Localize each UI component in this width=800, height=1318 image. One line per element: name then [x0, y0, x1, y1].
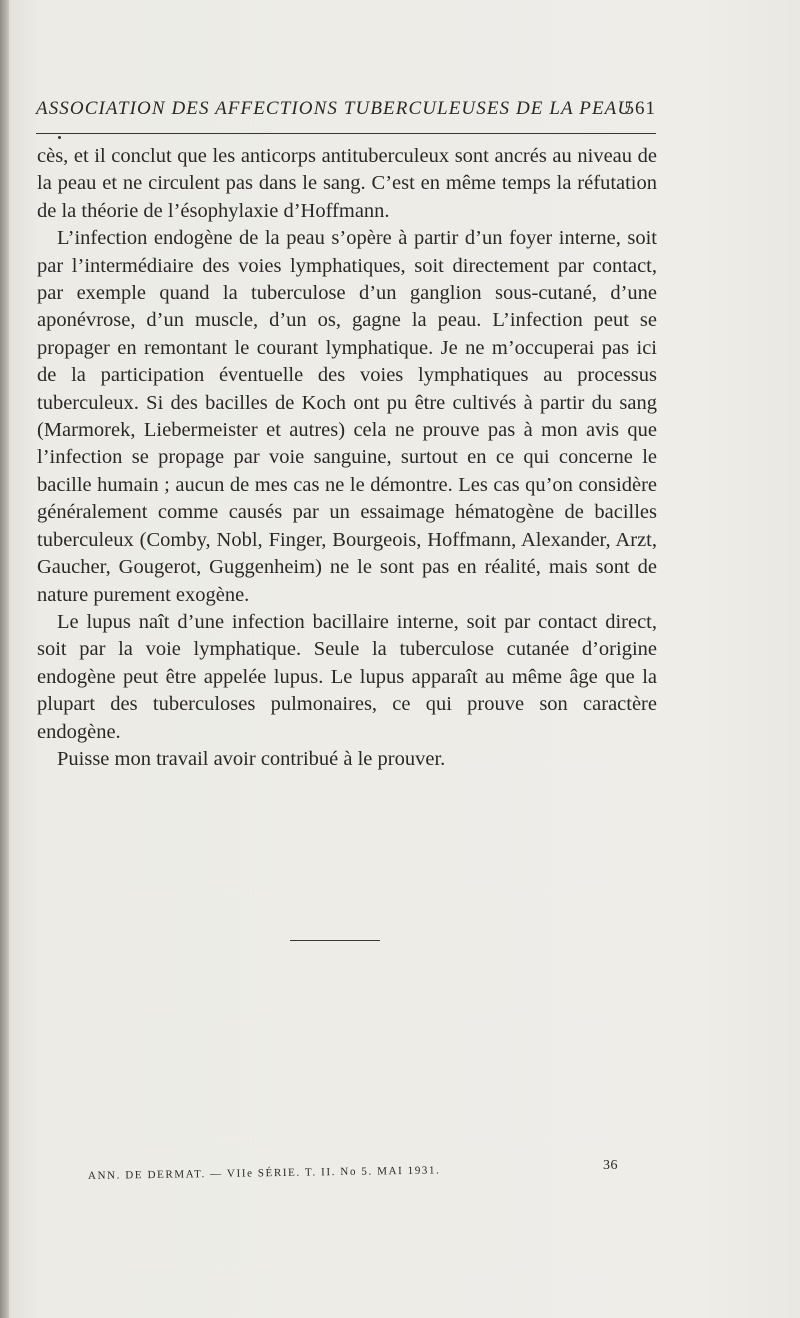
- binding-shadow: [0, 0, 9, 1318]
- paragraph-conclusion: Puisse mon travail avoir contribué à le prouver.: [57, 747, 446, 770]
- page-number: 561: [624, 98, 656, 119]
- header-rule: [36, 133, 656, 134]
- paragraph-lupus: Le lupus naît d’une infection bacillaire interne, soit par contact direct, soit par la voie lymphatique. Seule la tuberculose cutanée d’origine endogène peut être appelée lupus. Le lupus apparaît au même âge que la plupart des tuberculoses pulmonaires, ce qui prouve son caractère endogène.: [37, 610, 657, 743]
- header-dot: [58, 136, 61, 139]
- paragraph-continuation: cès, et il conclut que les anticorps antituberculeux sont ancrés au niveau de la peau et ne circulent pas dans le sang. C’est en même temps la réfutation de la théorie de l’ésophylaxie d’Hoffmann.: [37, 145, 657, 222]
- journal-citation: ANN. DE DERMAT. — VIIe SÉRIE. T. II. No 5. MAI 1931.: [87, 1164, 441, 1182]
- running-title: ASSOCIATION DES AFFECTIONS TUBERCULEUSES DE LA PEAU: [36, 98, 633, 119]
- signature-mark: 36: [603, 1158, 618, 1173]
- end-rule: [290, 940, 380, 941]
- paragraph-endogenous-infection: L’infection endogène de la peau s’opère à partir d’un foyer interne, soit par l’intermédiaire des voies lymphatiques, soit directement par contact, par exemple quand la tuberculose d’un ganglion sous-cutané, d’une aponévrose, d’un muscle, d’un os, gagne la peau. L’infection peut se propager en remontant le courant lymphatique. Je ne m’occuperai pas ici de la participation éventuelle des voies lymphatiques au processus tuberculeux. Si des bacilles de Koch ont pu être cultivés à partir du sang (Marmorek, Liebermeister et autres) cela ne prouve pas à mon avis que l’infection se propage par voie sanguine, surtout en ce qui concerne le bacille humain ; aucun de mes cas ne le démontre. Les cas qu’on considère généralement comme causés par un essaimage hématogène de bacilles tuberculeux (Comby, Nobl, Finger, Bourgeois, Hoffmann, Alexander, Arzt, Gaucher, Gougerot, Guggenheim) ne le sont pas en réalité, mais sont de nature purement exogène.: [37, 227, 657, 606]
- running-head: [36, 98, 656, 126]
- body-text: [37, 143, 657, 773]
